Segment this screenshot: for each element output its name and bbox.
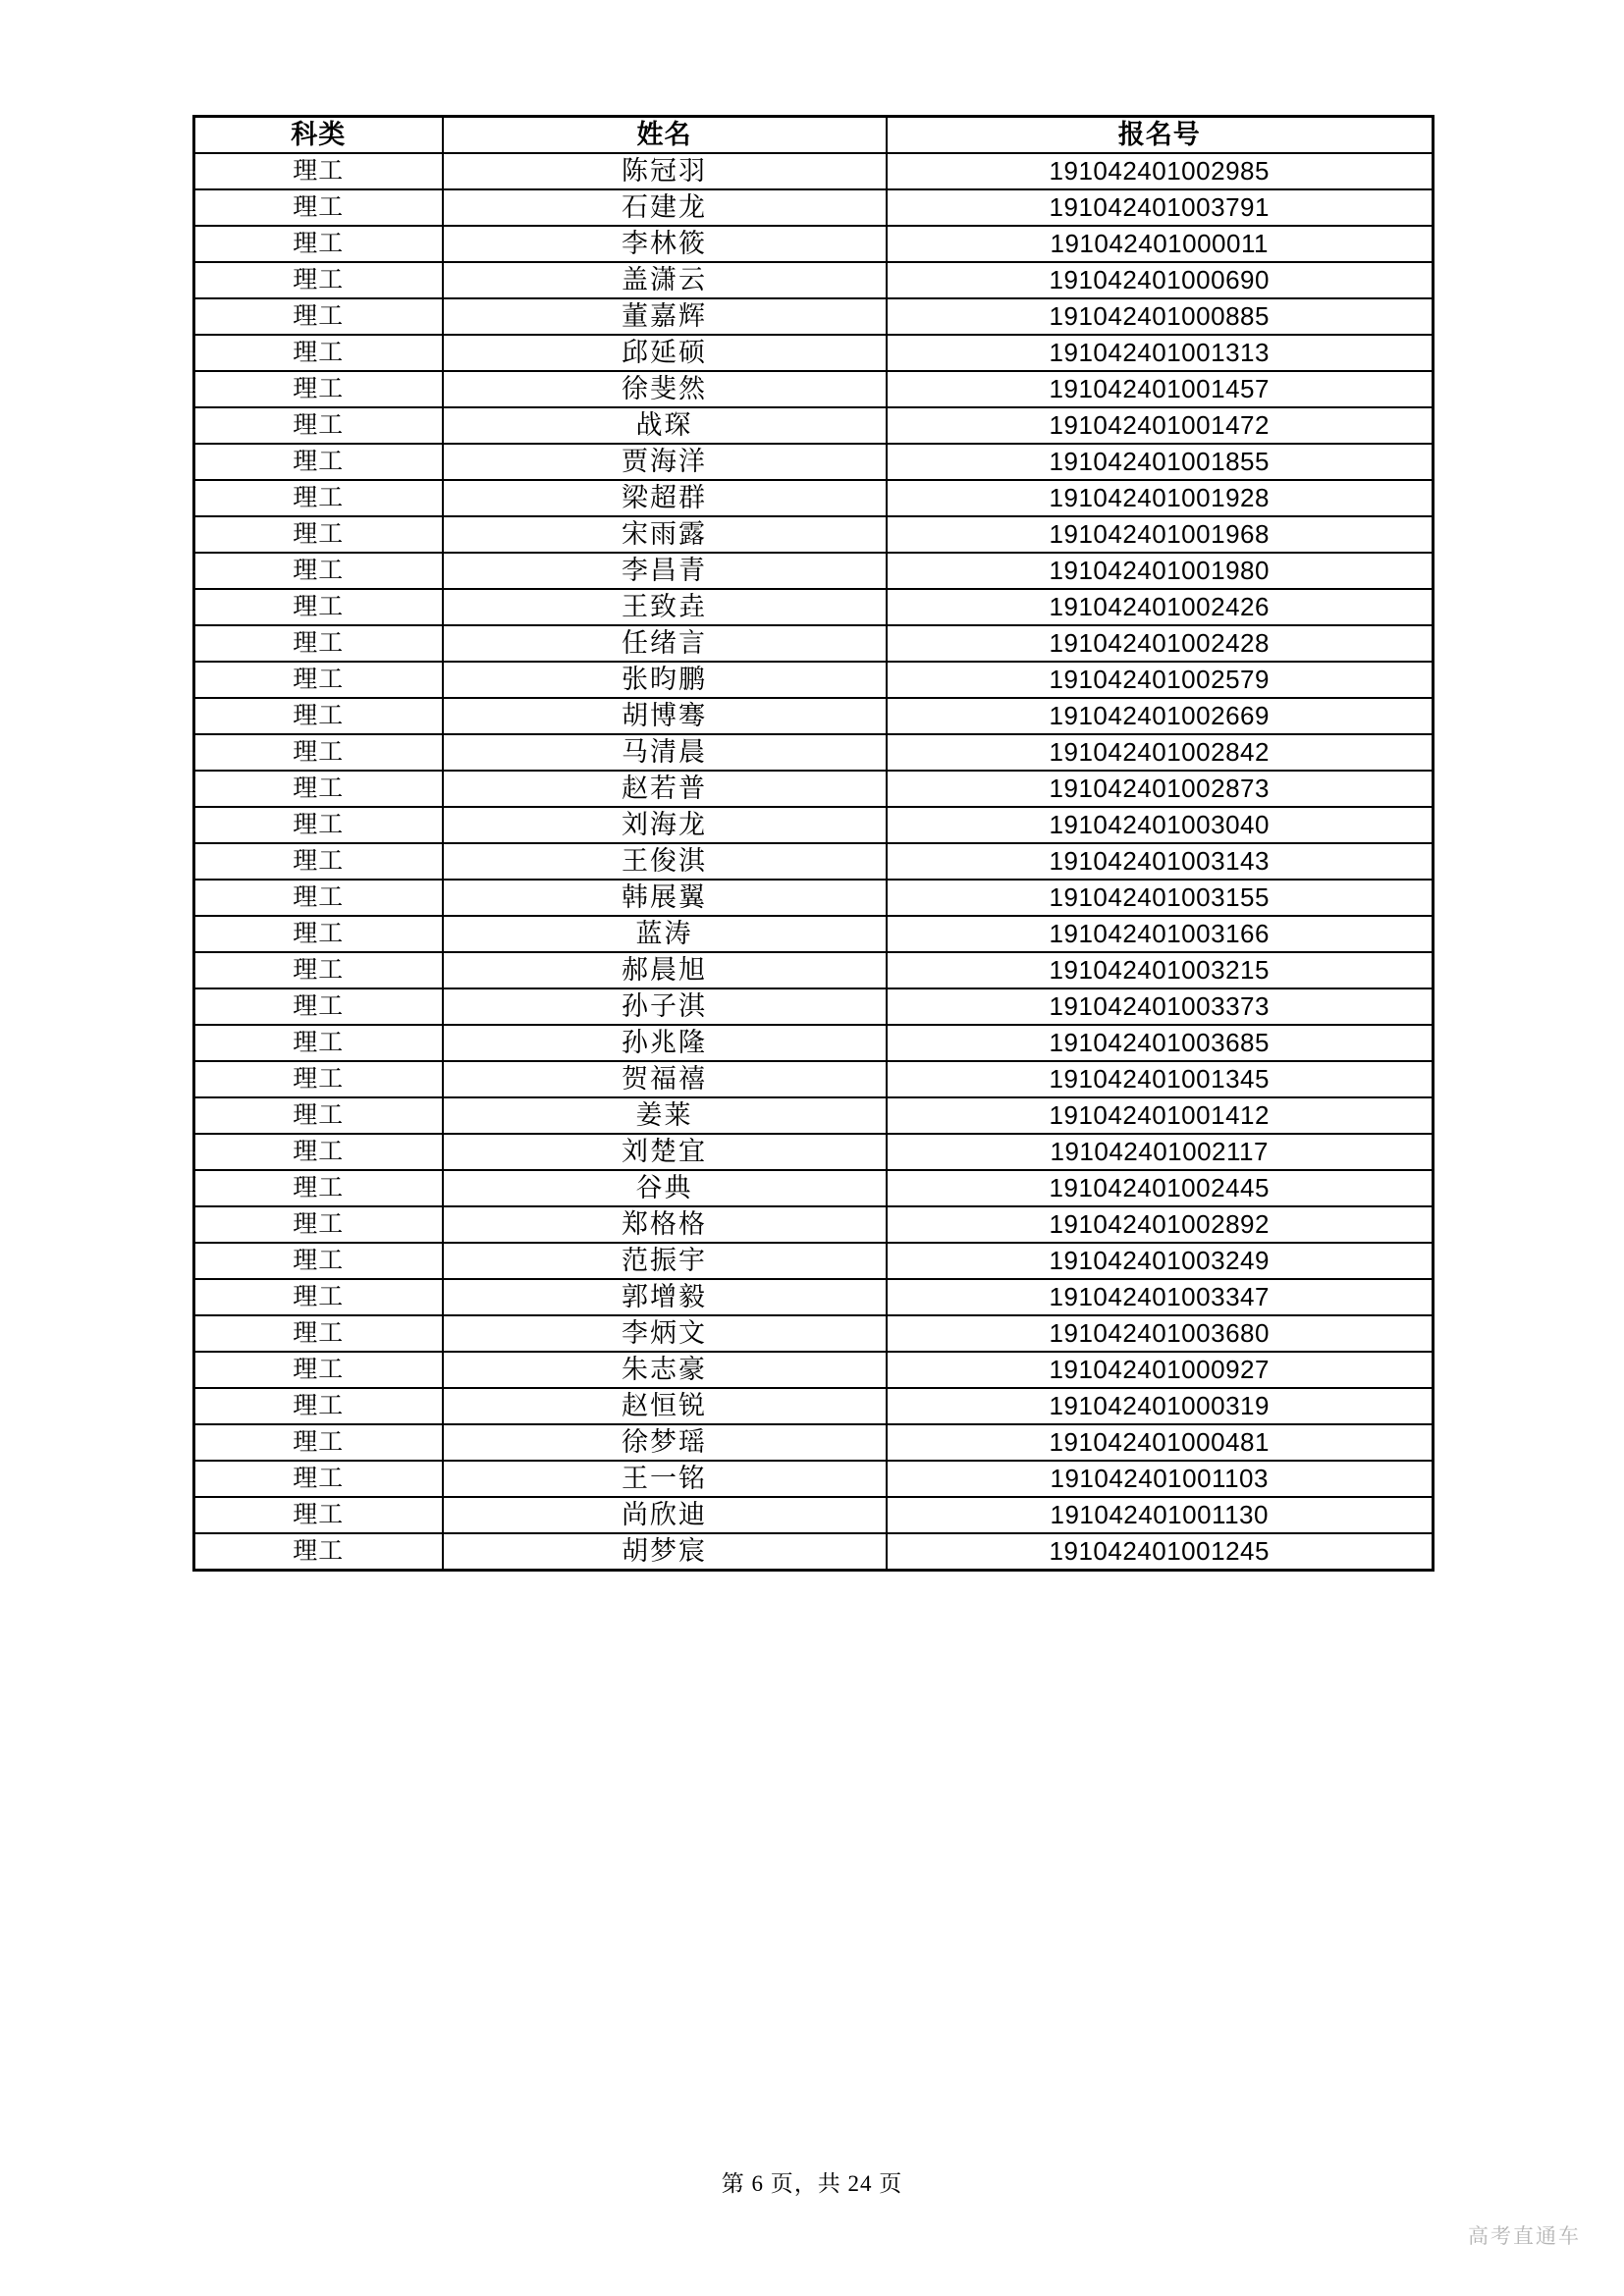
table-header-row	[194, 117, 1434, 154]
cell-category: 理工	[194, 1097, 443, 1134]
cell-category: 理工	[194, 1170, 443, 1206]
cell-registration-number: 191042401002892	[887, 1206, 1434, 1243]
cell-name: 马清晨	[443, 734, 887, 771]
cell-name: 邱延硕	[443, 335, 887, 371]
cell-registration-number: 191042401001980	[887, 553, 1434, 589]
cell-name: 郭增毅	[443, 1279, 887, 1315]
cell-category: 理工	[194, 1424, 443, 1461]
cell-registration-number: 191042401001968	[887, 516, 1434, 553]
watermark-label: 高考直通车	[1468, 2225, 1581, 2248]
cell-category: 理工	[194, 371, 443, 407]
cell-registration-number: 191042401003166	[887, 916, 1434, 952]
cell-category: 理工	[194, 988, 443, 1025]
cell-name: 范振宇	[443, 1243, 887, 1279]
cell-category: 理工	[194, 843, 443, 880]
cell-name: 宋雨露	[443, 516, 887, 553]
cell-category: 理工	[194, 1352, 443, 1388]
table-row	[194, 1097, 1434, 1134]
cell-registration-number: 191042401000690	[887, 262, 1434, 298]
cell-category: 理工	[194, 1279, 443, 1315]
cell-name: 谷典	[443, 1170, 887, 1206]
table-row	[194, 262, 1434, 298]
cell-registration-number: 191042401001928	[887, 480, 1434, 516]
cell-registration-number: 191042401000481	[887, 1424, 1434, 1461]
cell-name: 李炳文	[443, 1315, 887, 1352]
table-row	[194, 698, 1434, 734]
cell-registration-number: 191042401003249	[887, 1243, 1434, 1279]
cell-category: 理工	[194, 916, 443, 952]
table-row	[194, 371, 1434, 407]
cell-name: 韩展翼	[443, 880, 887, 916]
table-header	[194, 117, 1434, 154]
table-row	[194, 734, 1434, 771]
cell-registration-number: 191042401003347	[887, 1279, 1434, 1315]
cell-category: 理工	[194, 880, 443, 916]
cell-registration-number: 191042401001855	[887, 444, 1434, 480]
cell-name: 徐斐然	[443, 371, 887, 407]
table-row	[194, 1424, 1434, 1461]
cell-category: 理工	[194, 1025, 443, 1061]
table-row	[194, 1497, 1434, 1533]
cell-registration-number: 191042401002445	[887, 1170, 1434, 1206]
cell-registration-number: 191042401002428	[887, 625, 1434, 662]
cell-category: 理工	[194, 771, 443, 807]
table-row	[194, 625, 1434, 662]
cell-category: 理工	[194, 298, 443, 335]
page-number-footer: 第 6 页，共 24 页	[721, 2171, 903, 2196]
cell-registration-number: 191042401003680	[887, 1315, 1434, 1352]
table-row	[194, 516, 1434, 553]
cell-registration-number: 191042401002117	[887, 1134, 1434, 1170]
cell-category: 理工	[194, 226, 443, 262]
cell-category: 理工	[194, 153, 443, 189]
cell-name: 赵若普	[443, 771, 887, 807]
table-row	[194, 952, 1434, 988]
cell-registration-number: 191042401002873	[887, 771, 1434, 807]
cell-name: 胡博骞	[443, 698, 887, 734]
table-row	[194, 444, 1434, 480]
cell-name: 孙兆隆	[443, 1025, 887, 1061]
cell-name: 贺福禧	[443, 1061, 887, 1097]
table-row	[194, 480, 1434, 516]
table-row	[194, 662, 1434, 698]
cell-name: 刘海龙	[443, 807, 887, 843]
cell-name: 董嘉辉	[443, 298, 887, 335]
cell-name: 赵恒锐	[443, 1388, 887, 1424]
cell-registration-number: 191042401001345	[887, 1061, 1434, 1097]
cell-category: 理工	[194, 1315, 443, 1352]
table-row	[194, 1352, 1434, 1388]
table-row	[194, 807, 1434, 843]
cell-name: 张昀鹏	[443, 662, 887, 698]
cell-category: 理工	[194, 807, 443, 843]
cell-registration-number: 191042401001412	[887, 1097, 1434, 1134]
cell-registration-number: 191042401002426	[887, 589, 1434, 625]
cell-name: 姜莱	[443, 1097, 887, 1134]
cell-name: 朱志豪	[443, 1352, 887, 1388]
table-body	[194, 153, 1434, 1571]
table-row	[194, 771, 1434, 807]
cell-name: 王致垚	[443, 589, 887, 625]
cell-name: 徐梦瑶	[443, 1424, 887, 1461]
cell-name: 郑格格	[443, 1206, 887, 1243]
cell-category: 理工	[194, 1497, 443, 1533]
cell-category: 理工	[194, 1061, 443, 1097]
cell-category: 理工	[194, 625, 443, 662]
cell-registration-number: 191042401003215	[887, 952, 1434, 988]
cell-registration-number: 191042401001245	[887, 1533, 1434, 1571]
cell-name: 孙子淇	[443, 988, 887, 1025]
roster-table	[192, 115, 1435, 1572]
table-row	[194, 553, 1434, 589]
cell-registration-number: 191042401003155	[887, 880, 1434, 916]
cell-registration-number: 191042401003373	[887, 988, 1434, 1025]
cell-category: 理工	[194, 516, 443, 553]
cell-registration-number: 191042401003040	[887, 807, 1434, 843]
column-header-category: 科类	[194, 117, 443, 154]
column-header-registration-number: 报名号	[887, 117, 1434, 154]
cell-name: 尚欣迪	[443, 1497, 887, 1533]
table-row	[194, 189, 1434, 226]
table-row	[194, 1243, 1434, 1279]
cell-category: 理工	[194, 952, 443, 988]
cell-registration-number: 191042401002669	[887, 698, 1434, 734]
cell-name: 石建龙	[443, 189, 887, 226]
cell-name: 王俊淇	[443, 843, 887, 880]
cell-category: 理工	[194, 662, 443, 698]
cell-category: 理工	[194, 335, 443, 371]
table-row	[194, 1533, 1434, 1571]
cell-name: 梁超群	[443, 480, 887, 516]
cell-category: 理工	[194, 734, 443, 771]
cell-category: 理工	[194, 480, 443, 516]
cell-category: 理工	[194, 262, 443, 298]
cell-registration-number: 191042401002842	[887, 734, 1434, 771]
cell-registration-number: 191042401003143	[887, 843, 1434, 880]
cell-category: 理工	[194, 189, 443, 226]
table-row	[194, 153, 1434, 189]
cell-name: 蓝涛	[443, 916, 887, 952]
cell-category: 理工	[194, 698, 443, 734]
cell-registration-number: 191042401000927	[887, 1352, 1434, 1388]
cell-name: 刘楚宜	[443, 1134, 887, 1170]
table-row	[194, 226, 1434, 262]
table-row	[194, 1025, 1434, 1061]
cell-name: 胡梦宸	[443, 1533, 887, 1571]
cell-category: 理工	[194, 1533, 443, 1571]
roster-table-container	[192, 115, 1432, 1572]
cell-registration-number: 191042401002579	[887, 662, 1434, 698]
cell-registration-number: 191042401000011	[887, 226, 1434, 262]
table-row	[194, 1134, 1434, 1170]
cell-category: 理工	[194, 553, 443, 589]
table-row	[194, 880, 1434, 916]
cell-registration-number: 191042401001130	[887, 1497, 1434, 1533]
cell-registration-number: 191042401002985	[887, 153, 1434, 189]
cell-registration-number: 191042401001313	[887, 335, 1434, 371]
cell-category: 理工	[194, 1388, 443, 1424]
cell-registration-number: 191042401003685	[887, 1025, 1434, 1061]
cell-name: 王一铭	[443, 1461, 887, 1497]
table-row	[194, 407, 1434, 444]
cell-name: 李昌青	[443, 553, 887, 589]
cell-name: 贾海洋	[443, 444, 887, 480]
cell-registration-number: 191042401000319	[887, 1388, 1434, 1424]
table-row	[194, 1388, 1434, 1424]
cell-category: 理工	[194, 589, 443, 625]
table-row	[194, 589, 1434, 625]
table-row	[194, 1461, 1434, 1497]
cell-name: 战琛	[443, 407, 887, 444]
cell-registration-number: 191042401000885	[887, 298, 1434, 335]
table-row	[194, 1061, 1434, 1097]
table-row	[194, 1315, 1434, 1352]
cell-registration-number: 191042401001103	[887, 1461, 1434, 1497]
cell-category: 理工	[194, 1243, 443, 1279]
table-row	[194, 1170, 1434, 1206]
cell-category: 理工	[194, 1134, 443, 1170]
cell-name: 陈冠羽	[443, 153, 887, 189]
cell-registration-number: 191042401001472	[887, 407, 1434, 444]
table-row	[194, 1279, 1434, 1315]
cell-category: 理工	[194, 444, 443, 480]
cell-name: 盖潇云	[443, 262, 887, 298]
table-row	[194, 1206, 1434, 1243]
table-row	[194, 298, 1434, 335]
column-header-name: 姓名	[443, 117, 887, 154]
cell-name: 李林筱	[443, 226, 887, 262]
cell-category: 理工	[194, 407, 443, 444]
cell-category: 理工	[194, 1206, 443, 1243]
table-row	[194, 843, 1434, 880]
table-row	[194, 916, 1434, 952]
table-row	[194, 988, 1434, 1025]
cell-name: 任绪言	[443, 625, 887, 662]
cell-name: 郝晨旭	[443, 952, 887, 988]
cell-category: 理工	[194, 1461, 443, 1497]
table-row	[194, 335, 1434, 371]
cell-registration-number: 191042401003791	[887, 189, 1434, 226]
cell-registration-number: 191042401001457	[887, 371, 1434, 407]
